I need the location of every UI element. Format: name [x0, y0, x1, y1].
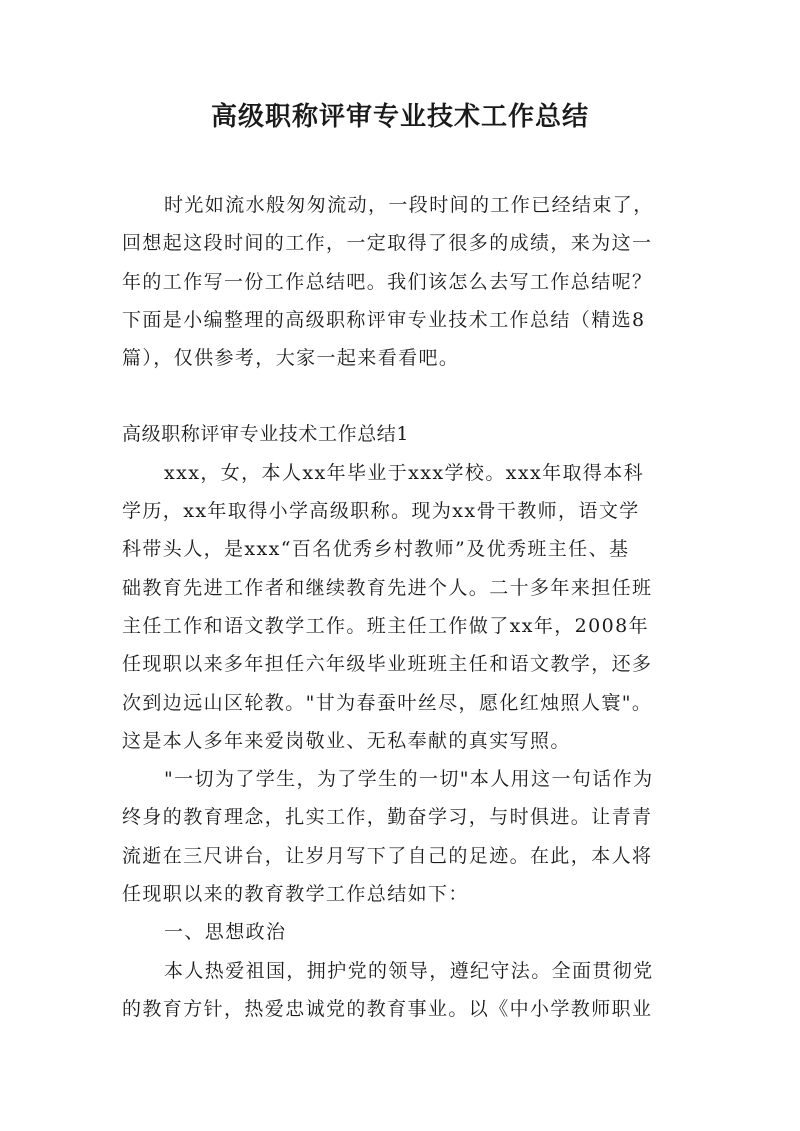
paragraph [122, 952, 694, 1029]
text-line: 任现职以来的教育教学工作总结如下： [122, 883, 469, 906]
text-line: 回想起这段时间的工作，一定取得了很多的成绩，来为这一 [122, 232, 653, 255]
text-line: 这是本人多年来爱岗敬业、无私奉献的真实写照。 [122, 729, 571, 752]
text-line: xxx，女，本人xx年毕业于xxx学校。xxx年取得本科 [164, 461, 645, 484]
text-line: 终身的教育理念，扎实工作，勤奋学习，与时俱进。让青青 [122, 806, 653, 829]
text-line: 的教育方针，热爱忠诚党的教育事业。以《中小学教师职业 [122, 997, 653, 1020]
paragraph [122, 454, 694, 760]
intro-paragraph [122, 186, 694, 377]
text-line: 础教育先进工作者和继续教育先进个人。二十多年来担任班 [122, 576, 653, 599]
text-line: 年的工作写一份工作总结吧。我们该怎么去写工作总结呢？ [122, 270, 653, 293]
document-title: 高级职称评审专业技术工作总结 [210, 102, 589, 132]
subheading: 一、思想政治 [164, 921, 287, 944]
text-line: 科带头人，是xxx“百名优秀乡村教师”及优秀班主任、基 [122, 538, 630, 561]
text-line: 次到边远山区轮教。"甘为春蚕叶丝尽，愿化红烛照人寰"。 [122, 691, 653, 714]
paragraph [122, 760, 694, 913]
text-line: 学历，xx年取得小学高级职称。现为xx骨干教师，语文学 [122, 500, 640, 523]
text-line: 主任工作和语文教学工作。班主任工作做了xx年，2008年 [122, 614, 649, 637]
text-line: 任现职以来多年担任六年级毕业班班主任和语文教学，还多 [122, 653, 653, 676]
text-line: 下面是小编整理的高级职称评审专业技术工作总结（精选8 [122, 308, 646, 331]
text-line: 本人热爱祖国，拥护党的领导，遵纪守法。全面贯彻党 [164, 959, 654, 982]
text-line: 流逝在三尺讲台，让岁月写下了自己的足迹。在此，本人将 [122, 844, 653, 867]
section-heading: 高级职称评审专业技术工作总结1 [122, 423, 410, 446]
paragraph-gap [122, 377, 694, 415]
text-line: 时光如流水般匆匆流动，一段时间的工作已经结束了， [164, 194, 654, 216]
text-line: "一切为了学生，为了学生的一切"本人用这一句话作为 [164, 768, 654, 791]
text-line: 篇），仅供参考，大家一起来看看吧。 [122, 347, 460, 370]
document-body [122, 186, 694, 1028]
